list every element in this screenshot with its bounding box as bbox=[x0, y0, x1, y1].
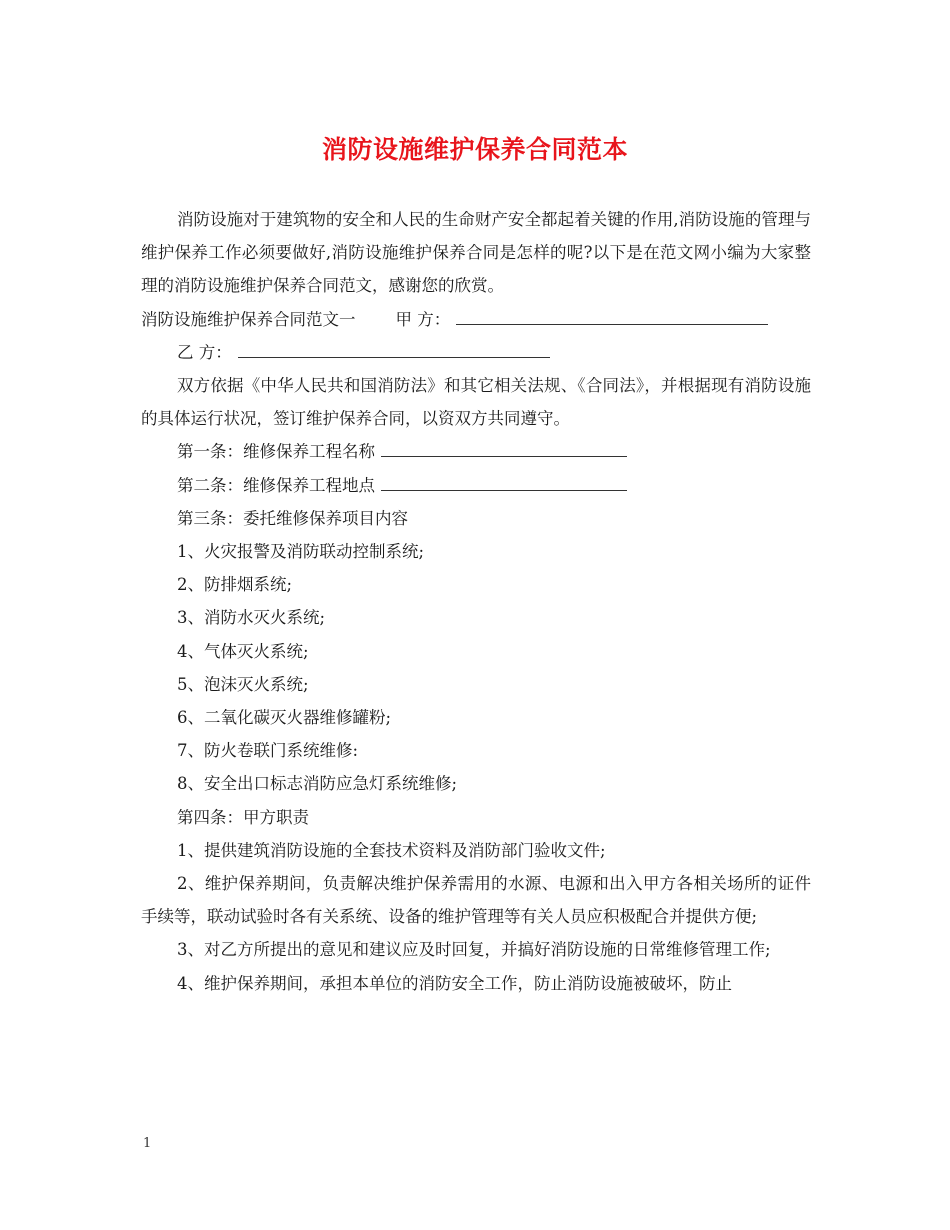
article-2-line bbox=[141, 469, 811, 502]
list-item: 1、火灾报警及消防联动控制系统; bbox=[177, 542, 425, 562]
article-4: 第四条：甲方职责 bbox=[177, 807, 309, 827]
intro-paragraph: 消防设施对于建筑物的安全和人民的生命财产安全都起着关键的作用,消防设施的管理与维护保养工作必须要做好,消防设施维护保养合同是怎样的呢?以下是在范文网小编为大家整理的消防设施维护保养合同范文，感谢您的欣赏。 bbox=[141, 210, 811, 296]
list-item: 7、防火卷联门系统维修: bbox=[177, 741, 359, 761]
article-3: 第三条：委托维修保养项目内容 bbox=[177, 508, 408, 528]
list-item: 6、二氧化碳灭火器维修罐粉; bbox=[177, 708, 392, 728]
duty-item: 1、提供建筑消防设施的全套技术资料及消防部门验收文件; bbox=[177, 840, 606, 860]
party-b-line bbox=[141, 336, 811, 369]
list-item: 5、泡沫灭火系统; bbox=[177, 674, 309, 694]
party-a-blank bbox=[456, 306, 768, 325]
basis-paragraph: 双方依据《中华人民共和国消防法》和其它相关法规、《合同法》，并根据现有消防设施的具体运行状况，签订维护保养合同，以资双方共同遵守。 bbox=[141, 376, 811, 429]
list-item: 3、消防水灭火系统; bbox=[177, 608, 326, 628]
party-b-blank bbox=[238, 339, 550, 358]
sample-label: 消防设施维护保养合同范文一 bbox=[141, 309, 356, 329]
article-2: 第二条：维修保养工程地点 bbox=[177, 475, 375, 495]
document-title: 消防设施维护保养合同范本 bbox=[321, 135, 628, 164]
list-item: 4、气体灭火系统; bbox=[177, 641, 309, 661]
party-a-label: 甲 方： bbox=[395, 309, 451, 329]
page-number: 1 bbox=[143, 1136, 152, 1151]
list-item: 8、安全出口标志消防应急灯系统维修; bbox=[177, 774, 458, 794]
duty-item: 2、维护保养期间，负责解决维护保养需用的水源、电源和出入甲方各相关场所的证件手续等，联动试验时各有关系统、设备的维护管理等有关人员应积极配合并提供方便; bbox=[141, 874, 811, 927]
article-1: 第一条：维修保养工程名称 bbox=[177, 442, 375, 462]
article-2-blank bbox=[381, 472, 627, 491]
article-1-blank bbox=[381, 438, 627, 457]
duty-item: 4、维护保养期间，承担本单位的消防安全工作，防止消防设施被破坏，防止 bbox=[177, 973, 732, 993]
list-item: 2、防排烟系统; bbox=[177, 575, 293, 595]
article-1-line bbox=[141, 435, 811, 468]
duty-item: 3、对乙方所提出的意见和建议应及时回复，并搞好消防设施的日常维修管理工作; bbox=[177, 940, 771, 960]
sample-heading-line bbox=[141, 303, 811, 336]
document-body bbox=[141, 203, 811, 1000]
party-b-label: 乙 方： bbox=[177, 342, 232, 362]
